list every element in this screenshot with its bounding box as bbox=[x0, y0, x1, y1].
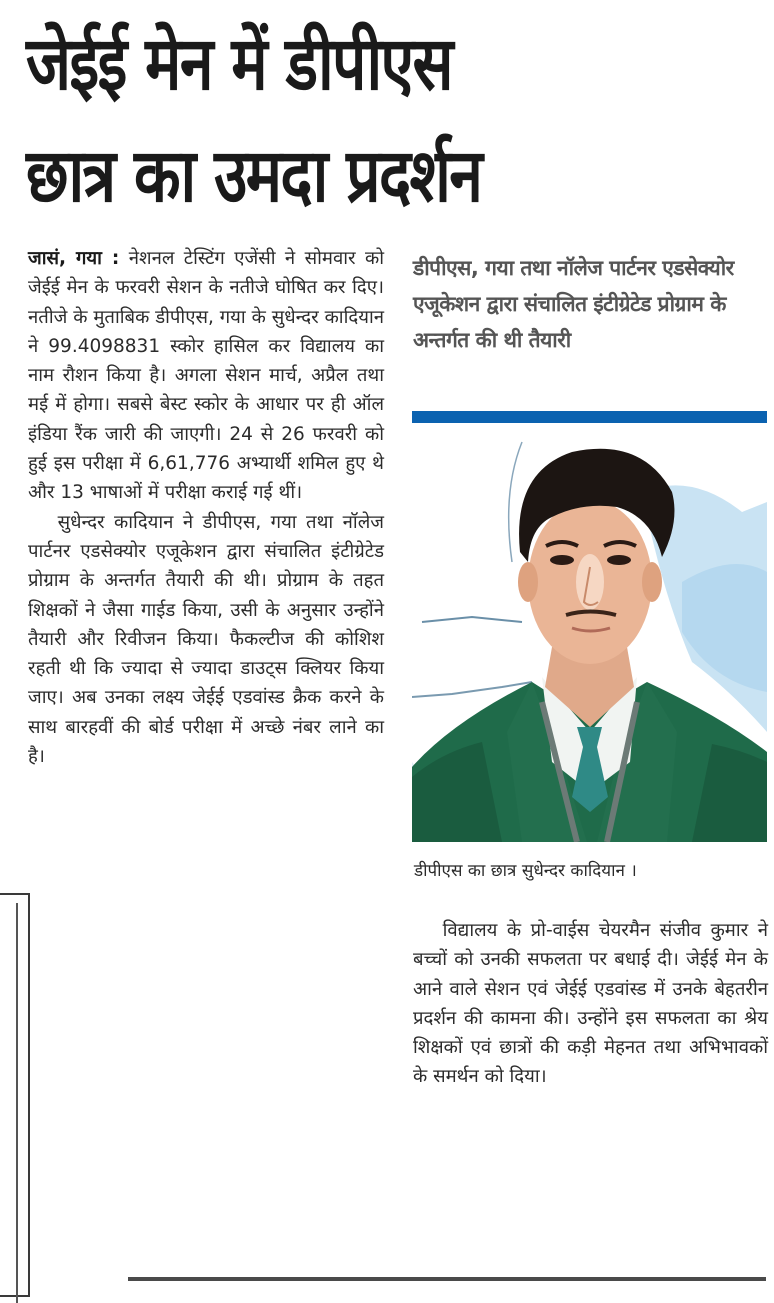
article-paragraph bbox=[28, 244, 384, 508]
article-left-column bbox=[28, 244, 384, 771]
subheadline: डीपीएस, गया तथा नॉलेज पार्टनर एडसेक्योर एजूकेशन द्वारा संचालित इंटीग्रेटेड प्रोग्राम के अन्तर्गत की थी तैयारी bbox=[413, 256, 734, 352]
article-right-column bbox=[413, 916, 768, 1092]
bottom-divider-rule bbox=[128, 1277, 766, 1281]
headline-line-2: छात्र का उमदा प्रदर्शन bbox=[26, 133, 482, 219]
adjacent-box-inner-border bbox=[0, 903, 18, 1303]
paragraph-text: नेशनल टेस्टिंग एजेंसी ने सोमवार को जेईई मेन के फरवरी सेशन के नतीजे घोषित कर दिए। नतीजे के मुताबिक डीपीएस, गया के सुधेन्दर कादियान ने 99.4098831 स्कोर हासिल कर विद्यालय का नाम रौशन किया है। अगला सेशन मार्च, अप्रैल तथा मई में होगा। सबसे बेस्ट स्कोर के आधार पर ही ऑल इंडिया रैंक जारी की जाएगी। 24 से 26 फरवरी को हुई इस परीक्षा में 6,61,776 अभ्यार्थी शमिल हुए थे और 13 भाषाओं में परीक्षा कराई गई थीं। bbox=[28, 248, 384, 504]
dateline: जासं, गया : bbox=[28, 248, 120, 269]
photo-caption: डीपीएस का छात्र सुधेन्दर कादियान । bbox=[414, 861, 637, 881]
student-photo bbox=[412, 432, 767, 842]
article-paragraph: विद्यालय के प्रो-वाईस चेयरमैन संजीव कुमार ने बच्चों को उनकी सफलता पर बधाई दी। जेईई मेन के आने वाले सेशन एवं जेईई एडवांस्ड में उनके बेहतरीन प्रदर्शन की कामना की। उन्होंने इस सफलता का श्रेय शिक्षकों एवं छात्रों की कड़ी मेहनत तथा अभिभावकों के समर्थन को दिया। bbox=[413, 920, 768, 1088]
accent-divider-bar bbox=[412, 411, 767, 423]
portrait-image-icon bbox=[412, 432, 767, 842]
headline bbox=[26, 8, 766, 232]
headline-line-1: जेईई मेन में डीपीएस bbox=[26, 21, 452, 107]
article-paragraph: सुधेन्दर कादियान ने डीपीएस, गया तथा नॉलेज पार्टनर एडसेक्योर एजूकेशन द्वारा संचालित इंटीग्रेटेड प्रोग्राम के अन्तर्गत तैयारी की थी। प्रोग्राम के तहत शिक्षकों ने जैसा गाईड किया, उसी के अनुसार उन्होंने तैयारी और रिवीजन किया। फैकल्टीज की कोशिश रहती थी कि ज्यादा से ज्यादा डाउट्स क्लियर किया जाए। अब उनका लक्ष्य जेईई एडवांस्ड क्रैक करने के साथ बारहवीं की बोर्ड परीक्षा में अच्छे नंबर लाने का है। bbox=[28, 511, 384, 768]
